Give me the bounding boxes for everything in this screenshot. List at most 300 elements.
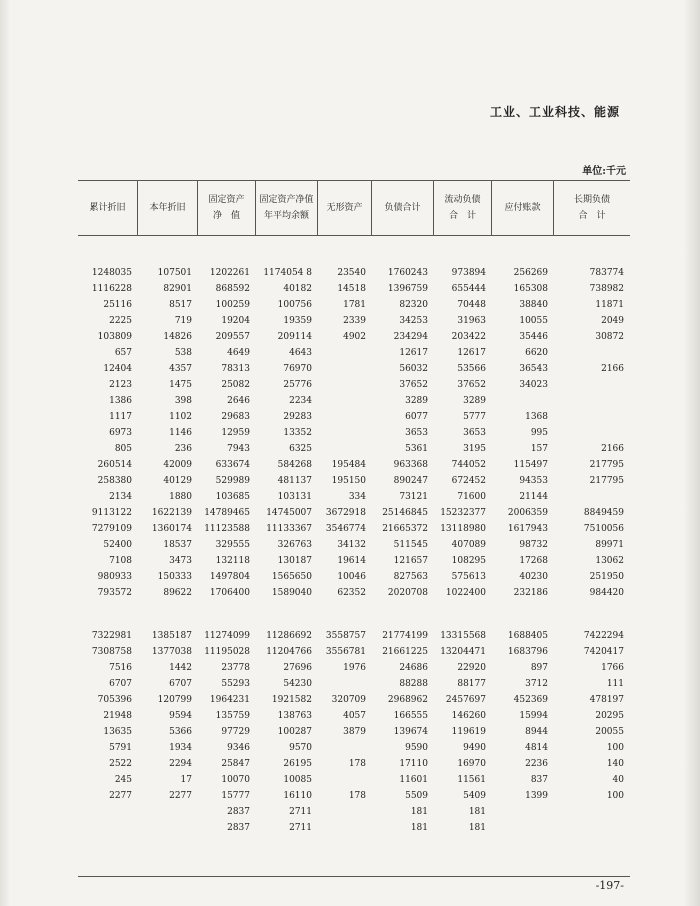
table-cell: 1360174 xyxy=(151,524,192,534)
table-cell: 100756 xyxy=(277,300,312,310)
table-cell: 14826 xyxy=(163,332,192,342)
table-cell: 7279109 xyxy=(91,524,132,534)
table-cell: 1921582 xyxy=(271,695,312,705)
table-cell: 52400 xyxy=(103,540,132,550)
table-cell: 2134 xyxy=(109,492,132,502)
table-row xyxy=(78,553,630,569)
table-cell: 107501 xyxy=(157,268,192,278)
table-cell: 25116 xyxy=(103,300,132,310)
table-cell: 963368 xyxy=(393,460,428,470)
table-cell: 705396 xyxy=(97,695,132,705)
table-cell: 5777 xyxy=(463,412,486,422)
table-row xyxy=(78,505,630,521)
table-cell: 16110 xyxy=(283,791,312,801)
table-cell: 719 xyxy=(174,316,192,326)
table-cell: 11274099 xyxy=(204,631,250,641)
table-cell: 31963 xyxy=(457,316,486,326)
table-cell: 34253 xyxy=(399,316,428,326)
table-row xyxy=(78,788,630,804)
table-cell: 2049 xyxy=(601,316,624,326)
table-row xyxy=(78,489,630,505)
table-cell: 251950 xyxy=(589,572,624,582)
table-cell: 17 xyxy=(180,775,192,785)
table-cell: 2020708 xyxy=(387,588,428,598)
table-cell: 2837 xyxy=(227,807,250,817)
table-cell: 146260 xyxy=(451,711,486,721)
table-row xyxy=(78,457,630,473)
table-cell: 18537 xyxy=(163,540,192,550)
scan-edge-left xyxy=(0,0,10,906)
table-cell: 1248035 xyxy=(91,268,132,278)
table-cell: 21665372 xyxy=(382,524,428,534)
table-cell: 655444 xyxy=(451,284,486,294)
table-cell: 12617 xyxy=(457,348,486,358)
table-cell: 827563 xyxy=(393,572,428,582)
table-cell: 25146845 xyxy=(382,508,428,518)
table-cell: 7516 xyxy=(109,663,132,673)
table-cell: 3672918 xyxy=(325,508,366,518)
table-cell: 452369 xyxy=(513,695,548,705)
table-cell: 19204 xyxy=(221,316,250,326)
column-header: 累计折旧 xyxy=(78,181,138,235)
page-number: -197- xyxy=(595,879,624,892)
table-cell: 1377038 xyxy=(151,647,192,657)
table-row xyxy=(78,313,630,329)
table-cell: 140 xyxy=(606,759,624,769)
table-cell: 88288 xyxy=(399,679,428,689)
table-cell: 1116228 xyxy=(91,284,132,294)
table-row xyxy=(78,329,630,345)
table-cell: 326763 xyxy=(277,540,312,550)
table-row xyxy=(78,361,630,377)
table-cell: 10055 xyxy=(519,316,548,326)
table-cell: 3556781 xyxy=(325,647,366,657)
column-header: 固定资产 净 值 xyxy=(198,181,256,235)
table-cell: 1766 xyxy=(601,663,624,673)
table-cell: 1781 xyxy=(343,300,366,310)
column-header: 本年折旧 xyxy=(138,181,198,235)
table-cell: 256269 xyxy=(513,268,548,278)
table-cell: 97729 xyxy=(221,727,250,737)
table-cell: 6077 xyxy=(405,412,428,422)
table-cell: 15777 xyxy=(221,791,250,801)
table-row xyxy=(78,692,630,708)
column-header: 流动负债 合 计 xyxy=(434,181,492,235)
table-cell: 78313 xyxy=(221,364,250,374)
table-cell: 203422 xyxy=(451,332,486,342)
table-cell: 13635 xyxy=(103,727,132,737)
table-cell: 21948 xyxy=(103,711,132,721)
table-cell: 88177 xyxy=(457,679,486,689)
table-cell: 178 xyxy=(348,759,366,769)
table-row xyxy=(78,345,630,361)
table-cell: 1385187 xyxy=(151,631,192,641)
table-cell: 1688405 xyxy=(507,631,548,641)
table-cell: 407089 xyxy=(451,540,486,550)
table-cell: 98732 xyxy=(519,540,548,550)
table-row xyxy=(78,740,630,756)
table-cell: 121657 xyxy=(393,556,428,566)
table-row xyxy=(78,473,630,489)
table-cell: 166555 xyxy=(393,711,428,721)
table-cell: 55293 xyxy=(221,679,250,689)
table-cell: 1399 xyxy=(525,791,548,801)
table-row xyxy=(78,409,630,425)
bottom-rule xyxy=(78,876,630,877)
table-cell: 73121 xyxy=(399,492,428,502)
table-cell: 34023 xyxy=(519,380,548,390)
table-cell: 1475 xyxy=(169,380,192,390)
table-cell: 12959 xyxy=(221,428,250,438)
unit-label: 单位:千元 xyxy=(582,166,626,177)
table-cell: 217795 xyxy=(589,476,624,486)
table-cell: 7308758 xyxy=(91,647,132,657)
table-cell: 71600 xyxy=(457,492,486,502)
table-cell: 25082 xyxy=(221,380,250,390)
table-cell: 5509 xyxy=(405,791,428,801)
table-cell: 8517 xyxy=(169,300,192,310)
table-cell: 3712 xyxy=(525,679,548,689)
table-cell: 13352 xyxy=(283,428,312,438)
table-cell: 481137 xyxy=(277,476,312,486)
table-cell: 20295 xyxy=(595,711,624,721)
table-cell: 13204471 xyxy=(440,647,486,657)
table-cell: 3289 xyxy=(405,396,428,406)
table-cell: 738982 xyxy=(589,284,624,294)
table-cell: 14518 xyxy=(337,284,366,294)
table-cell: 258380 xyxy=(97,476,132,486)
table-row xyxy=(78,521,630,537)
table-cell: 10085 xyxy=(283,775,312,785)
table-cell: 13118980 xyxy=(440,524,486,534)
table-cell: 119619 xyxy=(451,727,486,737)
table-cell: 2234 xyxy=(289,396,312,406)
table-cell: 4057 xyxy=(343,711,366,721)
table-cell: 138763 xyxy=(277,711,312,721)
table-cell: 334 xyxy=(348,492,366,502)
table-cell xyxy=(492,820,554,836)
table-cell: 82320 xyxy=(399,300,428,310)
table-cell: 38840 xyxy=(519,300,548,310)
table-cell: 53566 xyxy=(457,364,486,374)
table-cell: 26195 xyxy=(283,759,312,769)
table-cell: 15232377 xyxy=(440,508,486,518)
table-cell: 329555 xyxy=(215,540,250,550)
table-cell: 4902 xyxy=(343,332,366,342)
table-cell: 10046 xyxy=(337,572,366,582)
table-cell: 4357 xyxy=(169,364,192,374)
table-cell: 6973 xyxy=(109,428,132,438)
table-cell: 10070 xyxy=(221,775,250,785)
table-cell: 672452 xyxy=(451,476,486,486)
table-row xyxy=(78,820,630,836)
table-cell: 2166 xyxy=(601,444,624,454)
table-cell: 744052 xyxy=(451,460,486,470)
table-cell: 783774 xyxy=(589,268,624,278)
table-row xyxy=(78,660,630,676)
table-cell: 135759 xyxy=(215,711,250,721)
table-cell: 8944 xyxy=(525,727,548,737)
table-cell: 181 xyxy=(410,823,428,833)
table-cell: 11561 xyxy=(457,775,486,785)
table-cell: 538 xyxy=(174,348,192,358)
table-cell: 23540 xyxy=(337,268,366,278)
table-cell: 100 xyxy=(606,791,624,801)
column-header: 无形资产 xyxy=(318,181,372,235)
table-cell: 234294 xyxy=(393,332,428,342)
table-cell xyxy=(492,804,554,820)
table-cell: 7322981 xyxy=(91,631,132,641)
table-cell: 100 xyxy=(606,743,624,753)
table-row xyxy=(78,804,630,820)
table-cell: 2711 xyxy=(289,823,312,833)
table-cell: 1442 xyxy=(169,663,192,673)
table-row xyxy=(78,425,630,441)
section-title: 工业、工业科技、能源 xyxy=(489,105,620,119)
table-cell: 132118 xyxy=(215,556,250,566)
table-cell: 139674 xyxy=(393,727,428,737)
table-cell xyxy=(318,377,372,393)
table-cell: 2294 xyxy=(169,759,192,769)
table-cell: 1386 xyxy=(109,396,132,406)
table-cell: 20055 xyxy=(595,727,624,737)
table-cell: 9594 xyxy=(169,711,192,721)
table-cell: 5791 xyxy=(109,743,132,753)
table-cell: 2006359 xyxy=(507,508,548,518)
table-cell: 236 xyxy=(174,444,192,454)
table-cell: 1565650 xyxy=(271,572,312,582)
table-cell xyxy=(318,345,372,361)
table-cell: 793572 xyxy=(97,588,132,598)
table-cell xyxy=(554,393,630,409)
table-cell: 62352 xyxy=(337,588,366,598)
table-cell: 209557 xyxy=(215,332,250,342)
table-cell: 897 xyxy=(530,663,548,673)
table-cell xyxy=(318,361,372,377)
table-cell: 1683796 xyxy=(507,647,548,657)
table-cell: 1617943 xyxy=(507,524,548,534)
table-cell: 14789465 xyxy=(204,508,250,518)
table-cell xyxy=(554,409,630,425)
table-cell: 14745007 xyxy=(266,508,312,518)
table-cell: 103685 xyxy=(215,492,250,502)
table-cell: 245 xyxy=(114,775,132,785)
table-cell: 529989 xyxy=(215,476,250,486)
table-cell: 11204766 xyxy=(266,647,312,657)
table-cell xyxy=(318,772,372,788)
table-cell xyxy=(78,804,138,820)
table-cell: 40230 xyxy=(519,572,548,582)
table-cell: 5361 xyxy=(405,444,428,454)
table-cell: 111 xyxy=(606,679,624,689)
table-row xyxy=(78,281,630,297)
table-cell: 178 xyxy=(348,791,366,801)
table-cell: 17268 xyxy=(519,556,548,566)
table-cell: 100259 xyxy=(215,300,250,310)
column-header: 负债合计 xyxy=(372,181,434,235)
table-cell: 1368 xyxy=(525,412,548,422)
table-row xyxy=(78,708,630,724)
table-cell: 3653 xyxy=(405,428,428,438)
table-row xyxy=(78,628,630,644)
table-cell: 21661225 xyxy=(382,647,428,657)
table-cell xyxy=(318,804,372,820)
table-row xyxy=(78,569,630,585)
table-cell: 24686 xyxy=(399,663,428,673)
table-cell xyxy=(318,409,372,425)
table-cell: 181 xyxy=(468,823,486,833)
table-cell: 11601 xyxy=(399,775,428,785)
table-row xyxy=(78,377,630,393)
table-cell: 7422294 xyxy=(583,631,624,641)
table-cell: 1880 xyxy=(169,492,192,502)
table-cell: 1202261 xyxy=(209,268,250,278)
table-cell xyxy=(554,345,630,361)
table-cell: 103131 xyxy=(277,492,312,502)
table-cell: 3879 xyxy=(343,727,366,737)
table-cell: 320709 xyxy=(331,695,366,705)
table-cell: 76970 xyxy=(283,364,312,374)
table-cell: 23778 xyxy=(221,663,250,673)
table-cell: 1964231 xyxy=(209,695,250,705)
scan-edge-right xyxy=(684,0,700,906)
table-cell xyxy=(318,740,372,756)
table-cell: 120799 xyxy=(157,695,192,705)
table-cell: 21144 xyxy=(519,492,548,502)
table-row xyxy=(78,585,630,601)
table-cell: 70448 xyxy=(457,300,486,310)
table-cell: 2277 xyxy=(169,791,192,801)
table-row xyxy=(78,676,630,692)
table-cell: 9113122 xyxy=(91,508,132,518)
table-cell: 40182 xyxy=(283,284,312,294)
table-cell: 40 xyxy=(612,775,624,785)
table-cell: 868592 xyxy=(215,284,250,294)
table-cell: 181 xyxy=(468,807,486,817)
table-cell: 12404 xyxy=(103,364,132,374)
table-cell xyxy=(318,425,372,441)
table-cell: 1022400 xyxy=(445,588,486,598)
table-cell: 30872 xyxy=(595,332,624,342)
column-header: 长期负债 合 计 xyxy=(573,195,610,221)
table-cell: 181 xyxy=(410,807,428,817)
table-cell: 2225 xyxy=(109,316,132,326)
table-cell xyxy=(78,820,138,836)
table-cell xyxy=(492,393,554,409)
table-cell: 35446 xyxy=(519,332,548,342)
column-header: 固定资产净值 年平均余额 xyxy=(256,181,318,235)
table-cell: 984420 xyxy=(589,588,624,598)
table-cell: 108295 xyxy=(451,556,486,566)
table-cell: 584268 xyxy=(277,460,312,470)
table-cell: 3195 xyxy=(463,444,486,454)
table-cell: 42009 xyxy=(163,460,192,470)
table-cell: 37652 xyxy=(399,380,428,390)
table-cell: 398 xyxy=(174,396,192,406)
table-row xyxy=(78,441,630,457)
table-cell: 34132 xyxy=(337,540,366,550)
table-cell: 1760243 xyxy=(387,268,428,278)
table-cell: 2277 xyxy=(109,791,132,801)
table-cell: 2457697 xyxy=(445,695,486,705)
table-cell: 2236 xyxy=(525,759,548,769)
table-cell: 37652 xyxy=(457,380,486,390)
table-cell xyxy=(318,393,372,409)
table-cell: 11133367 xyxy=(266,524,312,534)
table-cell: 1396759 xyxy=(387,284,428,294)
table-cell: 1976 xyxy=(343,663,366,673)
table-cell: 103809 xyxy=(97,332,132,342)
table-cell: 2166 xyxy=(601,364,624,374)
table-cell: 2711 xyxy=(289,807,312,817)
table-cell: 16970 xyxy=(457,759,486,769)
table-cell: 40129 xyxy=(163,476,192,486)
table-cell: 7943 xyxy=(227,444,250,454)
table-cell: 150333 xyxy=(157,572,192,582)
table-cell: 11871 xyxy=(595,300,624,310)
table-cell: 7510056 xyxy=(583,524,624,534)
table-row xyxy=(78,772,630,788)
table-cell: 2646 xyxy=(227,396,250,406)
table-cell: 36543 xyxy=(519,364,548,374)
table-cell: 2522 xyxy=(109,759,132,769)
table-cell: 1146 xyxy=(169,428,192,438)
table-cell: 1102 xyxy=(169,412,192,422)
table-cell: 805 xyxy=(114,444,132,454)
table-cell: 94353 xyxy=(519,476,548,486)
table-cell: 4814 xyxy=(525,743,548,753)
table-cell: 2837 xyxy=(227,823,250,833)
table-cell: 3558757 xyxy=(325,631,366,641)
table-cell xyxy=(318,441,372,457)
table-cell: 82901 xyxy=(163,284,192,294)
table-cell: 1934 xyxy=(169,743,192,753)
table-cell: 837 xyxy=(530,775,548,785)
table-cell: 1622139 xyxy=(151,508,192,518)
table-cell: 25847 xyxy=(221,759,250,769)
table-cell xyxy=(318,676,372,692)
table-cell: 11123588 xyxy=(204,524,250,534)
table-cell: 232186 xyxy=(513,588,548,598)
table-cell: 3546774 xyxy=(325,524,366,534)
table-cell: 1589040 xyxy=(271,588,312,598)
column-header: 应付账款 xyxy=(492,181,554,235)
table-cell xyxy=(554,377,630,393)
table-cell: 9346 xyxy=(227,743,250,753)
table-cell: 8849459 xyxy=(583,508,624,518)
table-cell xyxy=(554,820,630,836)
table-cell: 1117 xyxy=(109,412,132,422)
table-cell: 511545 xyxy=(393,540,428,550)
table-cell: 6325 xyxy=(289,444,312,454)
table-cell: 217795 xyxy=(589,460,624,470)
table-cell: 100287 xyxy=(277,727,312,737)
table-cell: 29683 xyxy=(221,412,250,422)
table-row xyxy=(78,537,630,553)
table-cell: 9490 xyxy=(463,743,486,753)
table-cell: 5409 xyxy=(463,791,486,801)
table-cell: 1174054 8 xyxy=(263,268,312,278)
table-cell: 6707 xyxy=(169,679,192,689)
table-cell xyxy=(554,804,630,820)
table-cell: 165308 xyxy=(513,284,548,294)
table-cell xyxy=(554,489,630,505)
table-cell: 13315568 xyxy=(440,631,486,641)
table-cell: 115497 xyxy=(513,460,548,470)
table-cell: 6620 xyxy=(525,348,548,358)
table-cell: 11286692 xyxy=(266,631,312,641)
table-cell: 12617 xyxy=(399,348,428,358)
